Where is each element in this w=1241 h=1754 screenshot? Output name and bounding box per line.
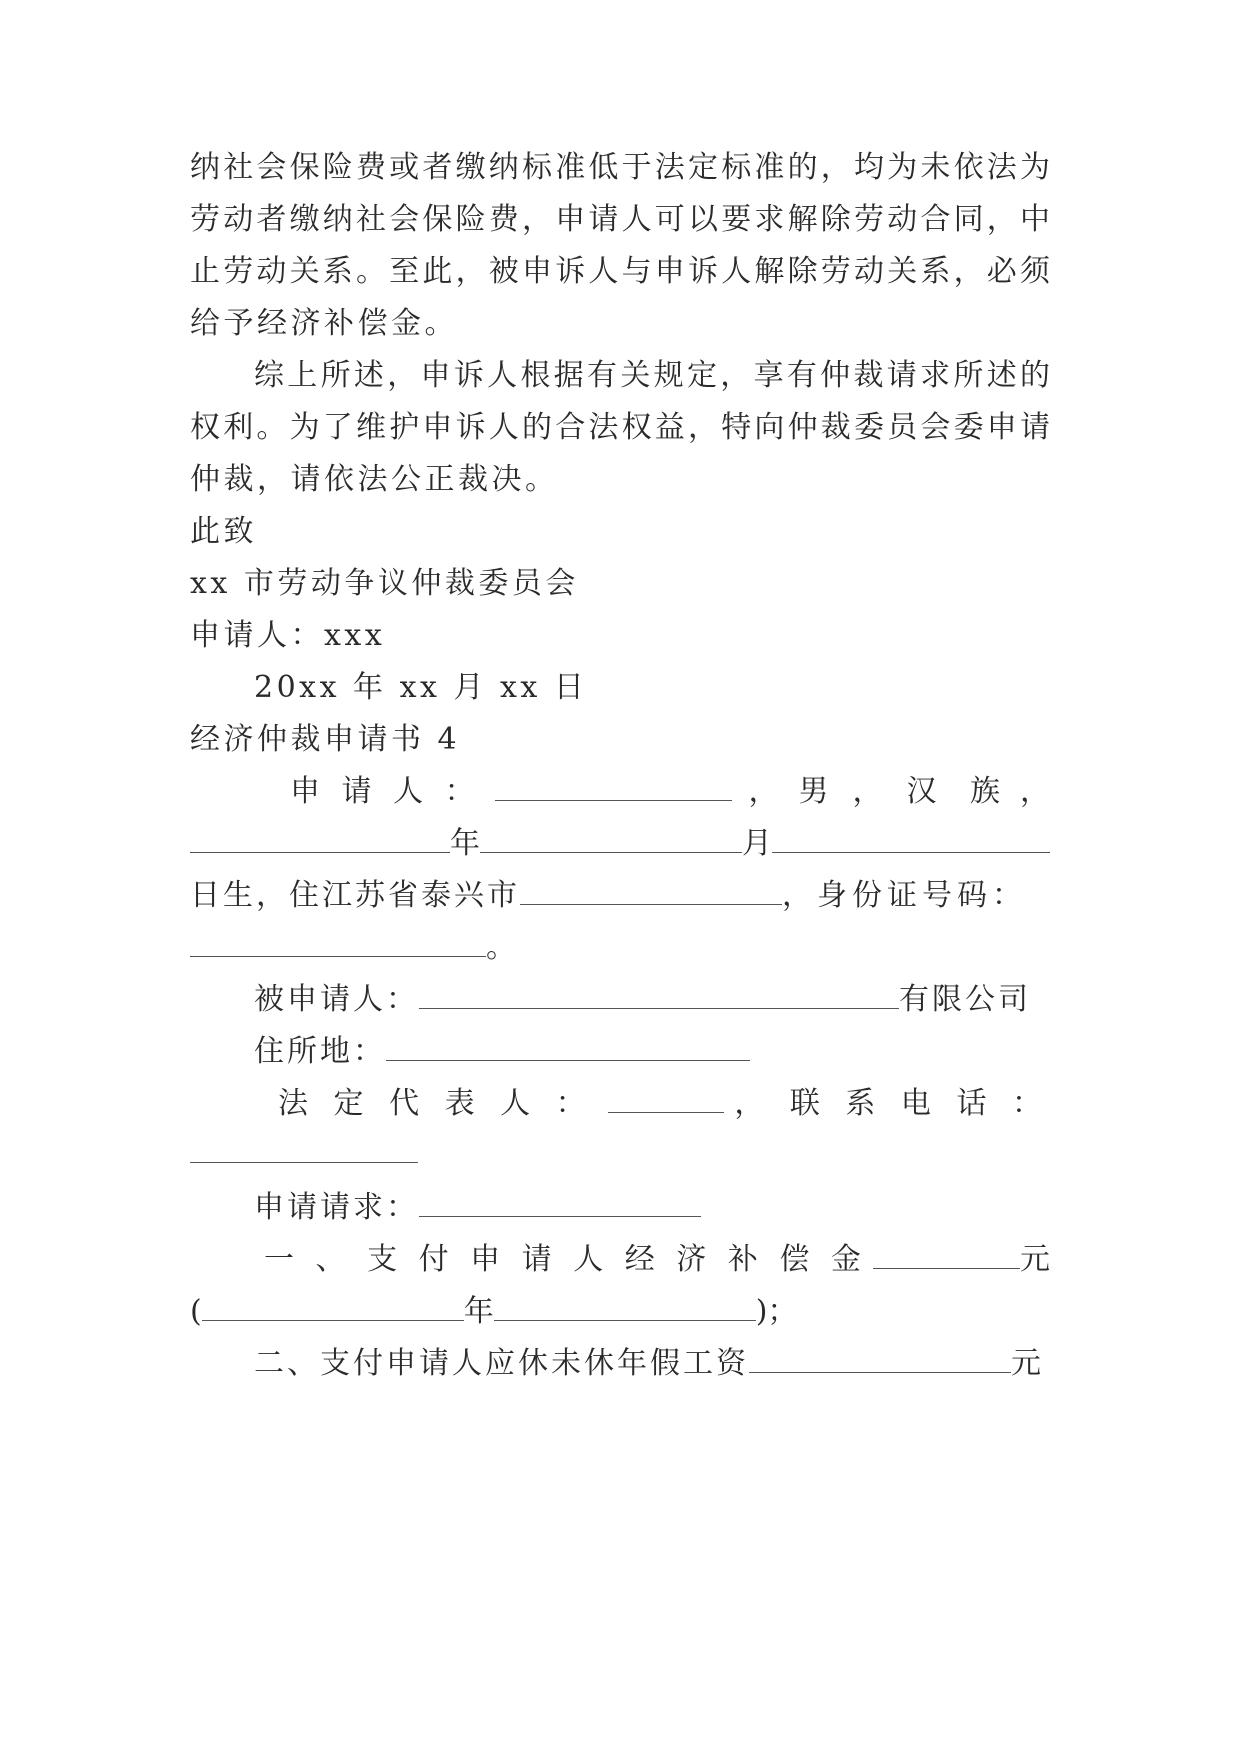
- legal-rep-line: [278, 1084, 1050, 1124]
- respondent-suffix: 有限公司: [899, 982, 1031, 1017]
- request-item-2-unit: 元: [1011, 1346, 1041, 1381]
- year-label: 年: [450, 826, 480, 861]
- respondent-address-line: [254, 1032, 1050, 1072]
- paragraph-2-line-1: 综上所述，申诉人根据有关规定，享有仲裁请求所述的: [254, 358, 1050, 393]
- respondent-address-blank: [386, 1034, 750, 1061]
- birth-day-blank: [772, 826, 1050, 853]
- request-item-1-from-blank: [202, 1294, 464, 1321]
- request-item-1-close: )；: [755, 1294, 798, 1329]
- request-line: [254, 1188, 1050, 1228]
- request-item-1-to-blank: [494, 1294, 756, 1321]
- id-end: 。: [486, 930, 516, 965]
- legal-rep-blank: [608, 1086, 725, 1113]
- paragraph-1-line-4: 给予经济补偿金。: [190, 306, 458, 341]
- respondent-name-blank: [419, 982, 899, 1009]
- id-number-line: [190, 928, 1050, 968]
- gender-separator: ，: [748, 774, 779, 809]
- ethnicity-end: ，: [1020, 774, 1050, 809]
- request-item-2-text: 二、支付申请人应休未休年假工资: [254, 1346, 749, 1381]
- request-item-2-amount-blank: [749, 1346, 1011, 1373]
- birth-prefix: 日生，住江苏省泰兴市: [190, 878, 520, 913]
- request-label: 申请请求：: [254, 1190, 419, 1225]
- gender: 男: [798, 774, 829, 809]
- request-blank: [419, 1190, 701, 1217]
- birth-month-blank: [480, 826, 742, 853]
- id-number-blank: [190, 930, 486, 957]
- recipient: xx 市劳动争议仲裁委员会: [190, 566, 579, 601]
- applicant-line: [290, 772, 1050, 812]
- address-line: [190, 876, 1050, 916]
- address-label: 住所地：: [254, 1034, 386, 1069]
- request-item-2-line: [254, 1344, 1050, 1384]
- birth-year-blank: [190, 826, 450, 853]
- request-item-1-amount-blank: [873, 1242, 1020, 1269]
- request-item-1-line: [264, 1240, 1050, 1280]
- request-item-1-year: 年: [463, 1294, 494, 1329]
- paragraph-1-line-1: 纳社会保险费或者缴纳标准低于法定标准的，均为未依法为: [190, 150, 1050, 185]
- legal-rep-label: 法 定 代 表 人 ：: [278, 1086, 594, 1121]
- city-address-blank: [520, 878, 782, 905]
- paragraph-2-line-3: 仲裁，请依法公正裁决。: [190, 462, 559, 497]
- ethnicity: 汉 族: [906, 774, 1012, 809]
- applicant-signature: 申请人：xxx: [190, 618, 386, 653]
- phone-label: ， 联 系 电 话 ：: [734, 1086, 1050, 1121]
- paragraph-1-line-2: 劳动者缴纳社会保险费，申请人可以要求解除劳动合同，中: [190, 202, 1050, 237]
- salutation: 此致: [190, 514, 257, 549]
- date: 20xx 年 xx 月 xx 日: [254, 670, 588, 705]
- request-item-1-text: 一 、 支 付 申 请 人 经 济 补 偿 金: [264, 1242, 867, 1277]
- respondent-label: 被申请人：: [254, 982, 419, 1017]
- request-item-1-unit: 元: [1020, 1242, 1050, 1277]
- birth-date-line: [190, 824, 1050, 864]
- id-label: ，身份证号码：: [782, 878, 1027, 913]
- paragraph-1-line-3: 止劳动关系。至此，被申诉人与申诉人解除劳动关系，必须: [190, 254, 1050, 289]
- phone-line: [190, 1136, 1050, 1176]
- applicant-name-blank: [495, 774, 733, 801]
- phone-blank: [190, 1136, 418, 1163]
- section-title: 经济仲裁申请书 4: [190, 722, 461, 757]
- ethnicity-separator: ，: [852, 774, 883, 809]
- request-item-1-period-line: [190, 1292, 1050, 1332]
- respondent-line: [254, 980, 1050, 1020]
- paragraph-2-line-2: 权利。为了维护申诉人的合法权益，特向仲裁委员会委申请: [190, 410, 1050, 445]
- month-label: 月: [742, 826, 772, 861]
- request-item-1-open: (: [190, 1294, 202, 1329]
- applicant-label: 申 请 人 ：: [290, 774, 481, 809]
